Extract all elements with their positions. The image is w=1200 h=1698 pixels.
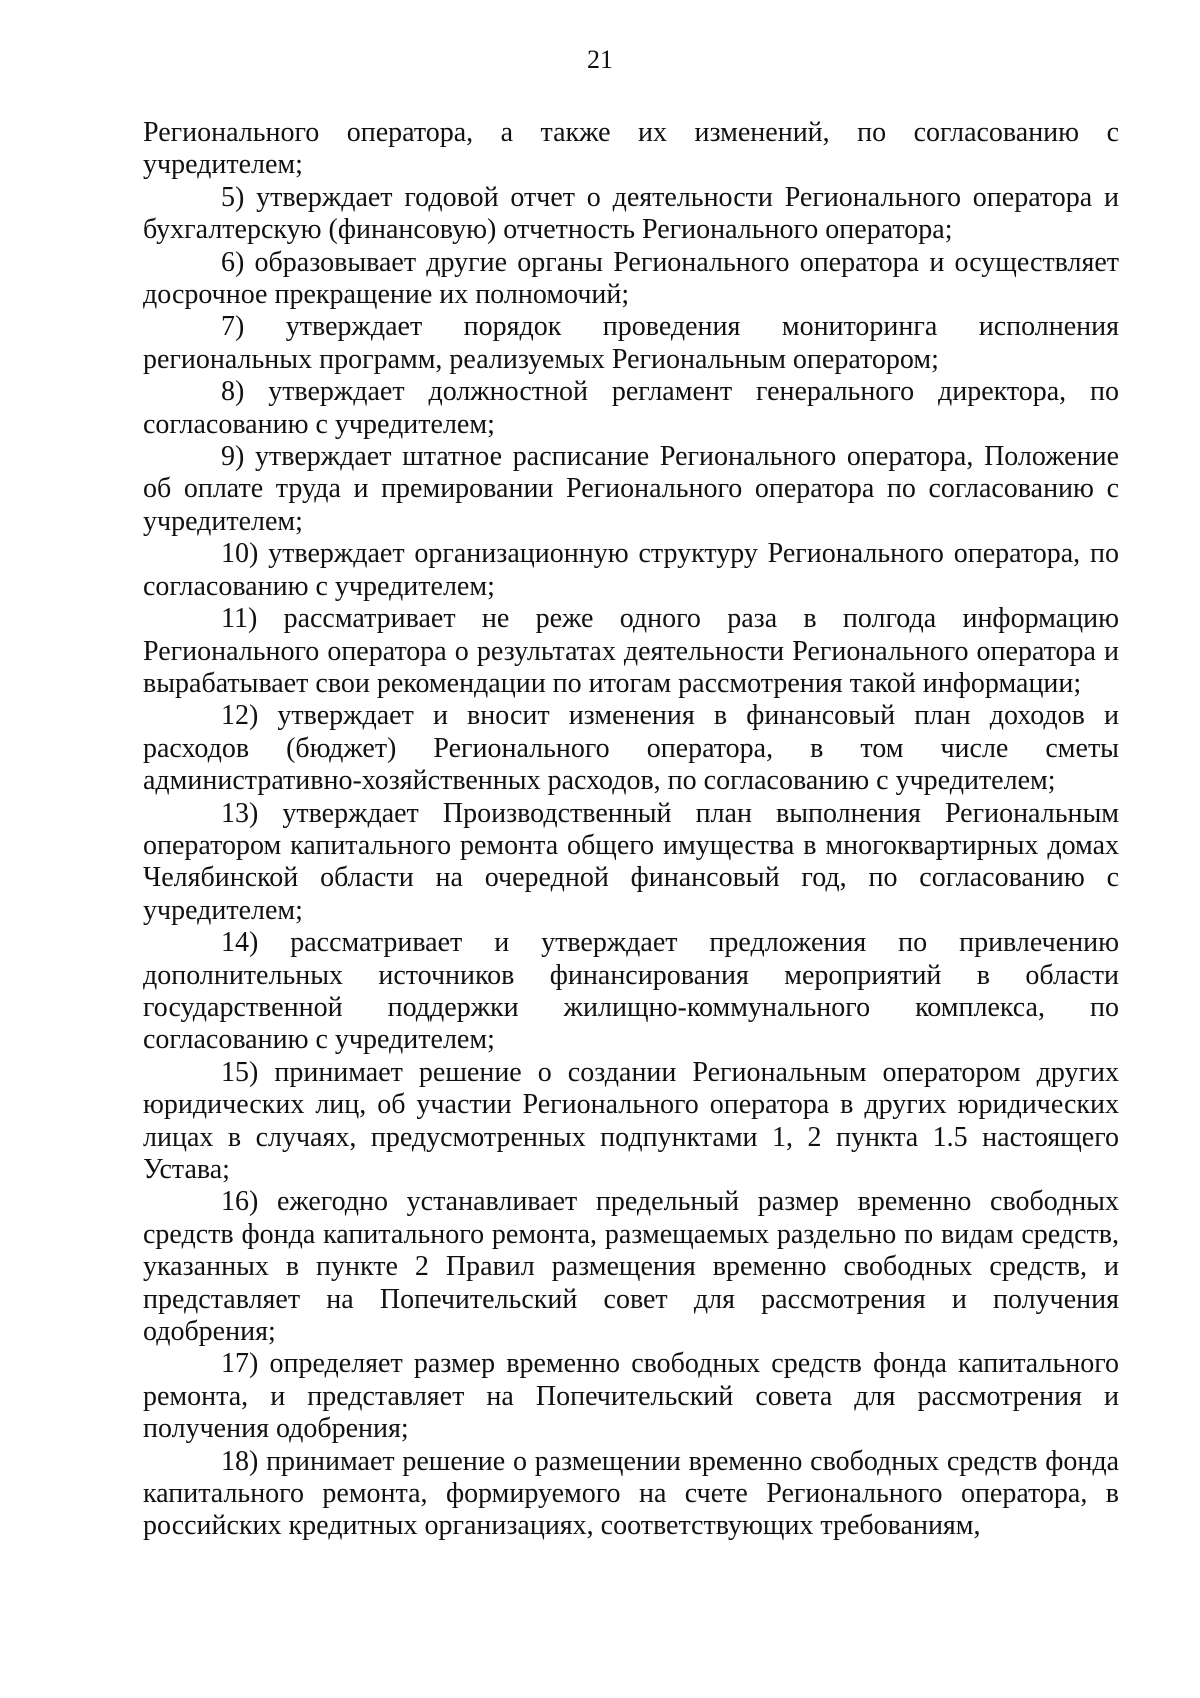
paragraph-item-16: 16) ежегодно устанавливает предельный размер временно свободных средств фонда капитального ремонта, размещаемых раздельно по видам средств, указанных в пункте 2 Правил размещения временно свободных средств, и представляет на Попечительский совет для рассмотрения и получения одобрения; bbox=[143, 1186, 1119, 1348]
paragraph-item-7: 7) утверждает порядок проведения мониторинга исполнения региональных программ, реализуемых Региональным оператором; bbox=[143, 311, 1119, 375]
document-body bbox=[143, 117, 1119, 1543]
paragraph-item-17: 17) определяет размер временно свободных средств фонда капитального ремонта, и представляет на Попечительский совета для рассмотрения и получения одобрения; bbox=[143, 1348, 1119, 1445]
paragraph-item-5: 5) утверждает годовой отчет о деятельности Регионального оператора и бухгалтерскую (финансовую) отчетность Регионального оператора; bbox=[143, 181, 1119, 246]
paragraph-item-14: 14) рассматривает и утверждает предложения по привлечению дополнительных источников финансирования мероприятий в области государственной поддержки жилищно-коммунального комплекса, по согласованию с учредителем; bbox=[143, 927, 1119, 1056]
paragraph-item-15: 15) принимает решение о создании Региональным оператором других юридических лиц, об участии Регионального оператора в других юридических лицах в случаях, предусмотренных подпунктами 1, 2 пункта 1.5 настоящего Устава; bbox=[143, 1056, 1119, 1185]
paragraph-item-18: 18) принимает решение о размещении временно свободных средств фонда капитального ремонта, формируемого на счете Регионального оператора, в российских кредитных организациях, соответствующих требованиям, bbox=[143, 1445, 1119, 1542]
paragraph-item-11: 11) рассматривает не реже одного раза в полгода информацию Регионального оператора о результатах деятельности Регионального оператора и вырабатывает свои рекомендации по итогам рассмотрения такой информации; bbox=[143, 603, 1119, 699]
page-number: 21 bbox=[587, 45, 613, 74]
paragraph-item-9: 9) утверждает штатное расписание Регионального оператора, Положение об оплате труда и премировании Регионального оператора по согласованию с учредителем; bbox=[143, 441, 1119, 537]
paragraph-item-8: 8) утверждает должностной регламент генерального директора, по согласованию с учредителем; bbox=[143, 376, 1119, 440]
paragraph-item-13: 13) утверждает Производственный план выполнения Региональным оператором капитального ремонта общего имущества в многоквартирных домах Челябинской области на очередной финансовый год, по согласованию с учредителем; bbox=[143, 797, 1119, 926]
paragraph-item-10: 10) утверждает организационную структуру Регионального оператора, по согласованию с учредителем; bbox=[143, 538, 1119, 602]
paragraph-item-6: 6) образовывает другие органы Регионального оператора и осуществляет досрочное прекращение их полномочий; bbox=[143, 246, 1119, 311]
paragraph-item-12: 12) утверждает и вносит изменения в финансовый план доходов и расходов (бюджет) Регионального оператора, в том числе сметы административно-хозяйственных расходов, по согласованию с учредителем; bbox=[143, 700, 1119, 797]
paragraph-continuation: Регионального оператора, а также их изменений, по согласованию с учредителем; bbox=[143, 117, 1119, 181]
